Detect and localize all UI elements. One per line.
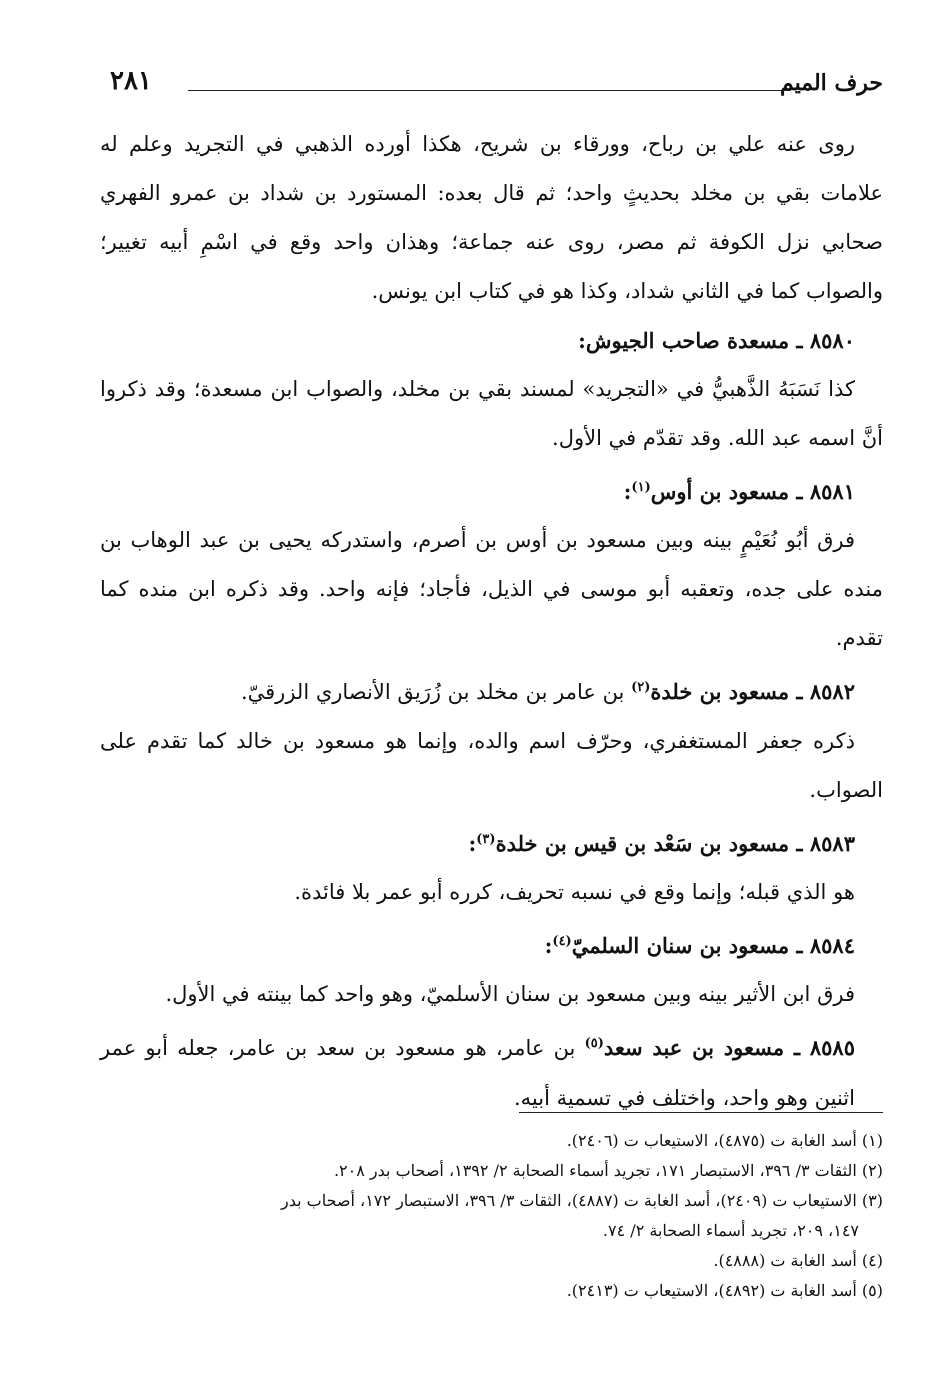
main-text — [100, 120, 883, 1123]
entry-title: ٨٥٨٣ ـ مسعود بن سَعْد بن قيس بن خلدة — [495, 831, 855, 856]
entry-heading-8585 — [100, 1019, 883, 1123]
paragraph: كذا نَسَبَهُ الذَّهبيُّ في «التجريد» لمسند بقي بن مخلد، والصواب ابن مسعدة؛ وقد ذكروا أنَّ اسمه عبد الله. وقد تقدّم في الأول. — [100, 377, 883, 450]
entry-heading-8580: ٨٥٨٠ ـ مسعدة صاحب الجيوش: — [578, 328, 855, 353]
paragraph: فرق أبُو نُعَيْمٍ بينه وبين مسعود بن أوس بن أصرم، واستدركه يحيى بن عبد الوهاب بن منده على جده، وتعقبه أبو موسى في الذيل، فأجاد؛ فإنه واحد. وقد ذكره ابن منده كما تقدم. — [100, 528, 883, 650]
paragraph: فرق ابن الأثير بينه وبين مسعود بن سنان الأسلميّ، وهو واحد كما بينته في الأول. — [165, 982, 855, 1006]
entry-heading-8581 — [100, 463, 883, 516]
page-number: ٢٨١ — [110, 66, 152, 96]
footnote-ref: (٢) — [631, 680, 651, 695]
entry-rest: بن عامر بن مخلد بن زُرَيق الأنصاري الزرقيّ. — [240, 680, 632, 704]
footnote-5: (٥) أسد الغابة ت (٤٨٩٢)، الاستيعاب ت (٢٤١٣). — [566, 1281, 883, 1300]
footnote-ref: (٥) — [584, 1036, 604, 1051]
paragraph: هو الذي قبله؛ وإنما وقع في نسبه تحريف، كرره أبو عمر بلا فائدة. — [294, 880, 855, 904]
footnote-separator — [519, 1112, 883, 1113]
footnote-ref: (٣) — [476, 832, 496, 847]
entry-colon: : — [544, 933, 553, 958]
page-header — [110, 62, 883, 106]
footnote-ref: (٤) — [552, 934, 572, 949]
footnote-1: (١) أسد الغابة ت (٤٨٧٥)، الاستيعاب ت (٢٤٠٦). — [566, 1131, 883, 1150]
paragraph: ذكره جعفر المستغفري، وحرّف اسم والده، وإنما هو مسعود بن خالد كما تقدم على الصواب. — [100, 729, 883, 802]
footnotes — [100, 1126, 883, 1306]
footnote-ref: (١) — [631, 480, 651, 495]
footnote-2: (٢) الثقات ٣/ ٣٩٦، الاستبصار ١٧١، تجريد أسماء الصحابة ٢/ ١٣٩٢، أصحاب بدر ٢٠٨. — [333, 1161, 883, 1180]
header-rule — [188, 90, 791, 91]
paragraph: روى عنه علي بن رباح، وورقاء بن شريح، هكذا أورده الذهبي في التجريد وعلم له علامات بقي بن مخلد بحديثٍ واحد؛ ثم قال بعده: المستورد بن شداد بن عمرو الفهري صحابي نزل الكوفة ثم مصر، روى عنه جماعة؛ وهذان واحد وقع في اسْمِ أبيه تغيير؛ والصواب كما في الثاني شداد، وكذا هو في كتاب ابن يونس. — [100, 132, 883, 303]
entry-heading-8582 — [100, 663, 883, 717]
entry-title: ٨٥٨٤ ـ مسعود بن سنان السلميّ — [571, 933, 855, 958]
entry-heading-8584 — [100, 917, 883, 970]
entry-heading-8583 — [100, 815, 883, 868]
entry-title: ٨٥٨١ ـ مسعود بن أوس — [650, 479, 855, 504]
footnote-3-continued: ١٤٧، ٢٠٩، تجريد أسماء الصحابة ٢/ ٧٤. — [602, 1221, 859, 1240]
entry-colon: : — [623, 479, 632, 504]
entry-title: ٨٥٨٢ ـ مسعود بن خلدة — [650, 679, 855, 704]
entry-colon: : — [468, 831, 477, 856]
footnote-4: (٤) أسد الغابة ت (٤٨٨٨). — [713, 1251, 883, 1270]
footnote-3: (٣) الاستيعاب ت (٢٤٠٩)، أسد الغابة ت (٤٨٨٧)، الثقات ٣/ ٣٩٦، الاستبصار ١٧٢، أصحاب بدر — [280, 1191, 883, 1210]
entry-rest: بن عامر، هو مسعود بن سعد بن عامر، جعله أبو عمر اثنين وهو واحد، واختلف في تسمية أبيه. — [100, 1036, 855, 1110]
running-title: حرف الميم — [779, 70, 883, 96]
entry-title: ٨٥٨٥ ـ مسعود بن عبد سعد — [603, 1035, 855, 1060]
